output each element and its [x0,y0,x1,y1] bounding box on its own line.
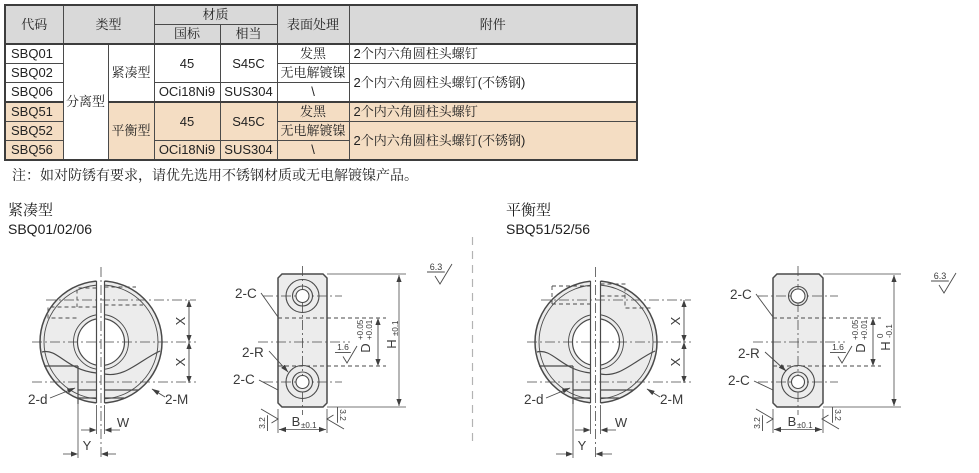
svg-text:D: D [853,343,868,353]
roughness-6-3: 6.3 [429,262,443,272]
label-2-c-bottom: 2-C [728,373,750,388]
col-header-surface: 表面处理 [277,5,349,44]
cell-subtype-compact: 紧凑型 [108,44,154,102]
cell-subtype-balanced: 平衡型 [108,102,154,160]
section-compact-codes: SBQ01/02/06 [8,221,93,237]
label-2-c-bottom: 2-C [233,372,255,387]
cell-surface: \ [277,83,349,103]
cell-material-eq: S45C [220,102,277,141]
dim-label-w: W [116,415,130,430]
cell-accessory: 2个内六角圆柱头螺钉(不锈钢) [349,122,637,161]
label-2-d: 2-d [524,392,544,407]
cell-accessory: 2个内六角圆柱头螺钉(不锈钢) [349,64,637,103]
cell-material-eq: S45C [220,44,277,83]
section-compact-title: 紧凑型 [8,202,54,219]
label-2-m: 2-M [660,392,684,407]
roughness-6-3: 6.3 [933,271,947,281]
roughness-1-6: 1.6 [337,342,349,352]
dim-label-h-balanced [876,324,894,351]
cell-material-gb: OCi18Ni9 [154,141,220,161]
roughness-3-2-right: 3.2 [833,409,843,421]
cell-surface: 发黑 [277,44,349,64]
cell-material-eq: SUS304 [220,141,277,161]
roughness-1-6: 1.6 [832,342,844,352]
cell-code: SBQ51 [5,102,63,122]
cell-code: SBQ52 [5,122,63,141]
roughness-3-2-right: 3.2 [338,409,348,421]
label-2-c-top: 2-C [235,286,257,301]
cell-code: SBQ06 [5,83,63,103]
cell-material-gb: 45 [154,102,220,141]
svg-text:H: H [878,341,893,351]
cell-material-gb: OCi18Ni9 [154,83,220,103]
dim-label-x-upper: X [173,316,188,326]
dim-label-b-compact: B [291,414,301,429]
svg-text:±0.1: ±0.1 [391,320,400,336]
rust-note: 注：如对防锈有要求，请优先选用不锈钢材质或无电解镀镍产品。 [12,167,418,183]
balanced-side-labels [728,271,946,430]
cell-material-gb: 45 [154,44,220,83]
label-2-r: 2-R [242,345,264,360]
col-header-type: 类型 [63,5,154,44]
dim-label-b-tol-compact: ±0.1 [301,421,317,430]
svg-text:+0.05: +0.05 [851,319,860,340]
dim-label-b-balanced: B [787,414,797,429]
dim-label-b-tol-balanced: ±0.1 [797,421,813,430]
svg-text:0: 0 [876,333,885,338]
svg-text:+0.01: +0.01 [365,319,374,340]
cell-surface: 发黑 [277,102,349,122]
label-2-r: 2-R [738,346,760,361]
cell-code: SBQ56 [5,141,63,161]
cell-material-eq: SUS304 [220,83,277,103]
label-2-c-top: 2-C [730,287,752,302]
col-header-equivalent: 相当 [220,25,277,45]
svg-text:D: D [358,343,373,353]
col-header-gb-standard: 国标 [154,25,220,45]
dim-label-y: Y [82,438,92,453]
col-header-material: 材质 [154,5,277,25]
svg-text:+0.01: +0.01 [860,319,869,340]
col-header-code: 代码 [5,5,63,44]
dim-label-x-lower: X [668,357,683,367]
svg-text:+0.05: +0.05 [356,319,365,340]
cell-code: SBQ02 [5,64,63,83]
label-2-d: 2-d [28,392,48,407]
compact-side-view [258,264,452,433]
label-2-m: 2-M [165,392,189,407]
cell-surface: 无电解镀镍 [277,64,349,83]
section-balanced-codes: SBQ51/52/56 [506,221,591,237]
cell-type-main: 分离型 [63,44,108,160]
svg-text:-0.1: -0.1 [885,324,894,338]
cell-surface: \ [277,141,349,161]
roughness-3-2-left: 3.2 [257,417,267,429]
roughness-3-2-left: 3.2 [752,417,762,429]
dim-label-x-upper: X [668,316,683,326]
col-header-accessory: 附件 [349,5,637,44]
cell-accessory: 2个内六角圆柱头螺钉 [349,102,637,122]
cell-accessory: 2个内六角圆柱头螺钉 [349,44,637,64]
dim-label-h-compact [384,320,400,349]
compact-side-labels [233,262,442,430]
compact-front-view [32,267,196,459]
cell-code: SBQ01 [5,44,63,64]
svg-text:H: H [384,339,399,349]
dim-label-y: Y [577,438,587,453]
dim-label-x-lower: X [173,357,188,367]
cell-surface: 无电解镀镍 [277,122,349,141]
dim-label-w: W [614,415,628,430]
balanced-front-view [527,267,691,459]
dim-label-d-balanced [851,319,869,352]
section-balanced-title: 平衡型 [506,202,552,219]
dim-label-d-compact [356,319,374,352]
